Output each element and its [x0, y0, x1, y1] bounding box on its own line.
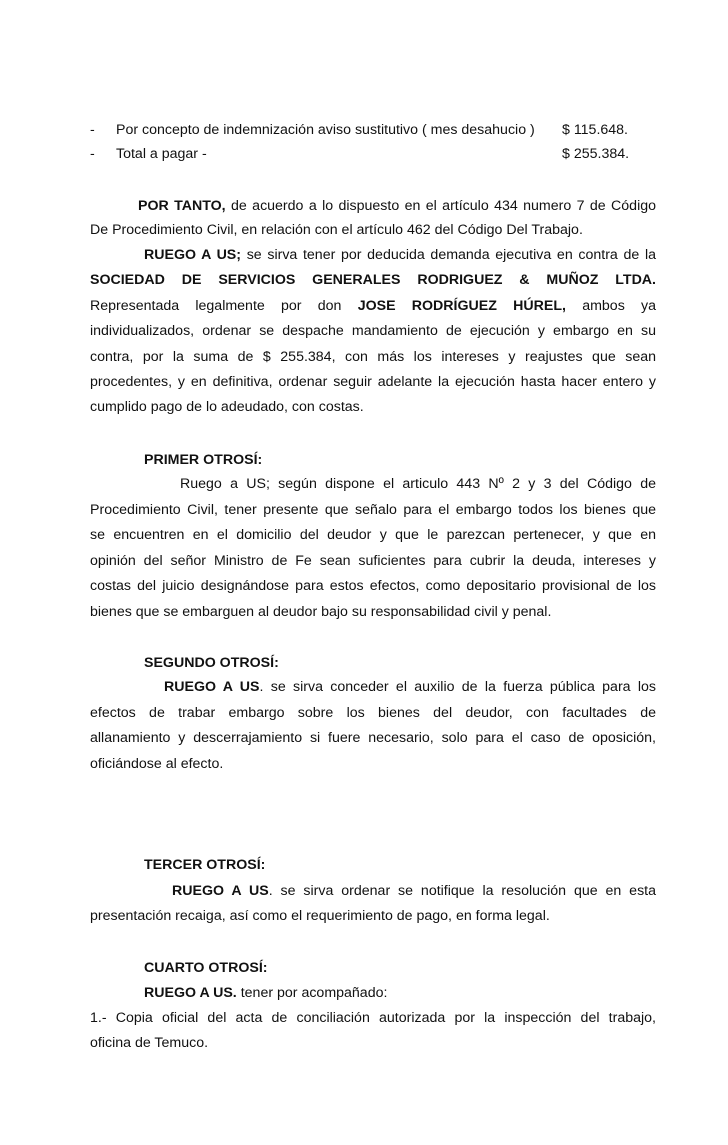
section-heading: TERCER OTROSÍ: — [144, 857, 266, 873]
line-text: . se sirva conceder el auxilio de la fuerza pública para los — [259, 679, 656, 695]
paragraph-line: De Procedimiento Civil, en relación con el artículo 462 del Código Del Trabajo. — [90, 222, 583, 238]
paragraph-line — [138, 197, 656, 215]
paragraph-line: opinión del señor Ministro de Fe sean suficientes para cubrir la deuda, intereses y — [90, 553, 656, 569]
paragraph-line — [144, 984, 710, 1002]
bold-lead: RUEGO A US — [172, 883, 269, 899]
paragraph-line: oficina de Temuco. — [90, 1035, 209, 1051]
paragraph-line: costas del juicio designándose para estos efectos, como depositario provisional de los — [90, 578, 656, 594]
paragraph-line: bienes que se embarguen al deudor bajo su responsabilidad civil y penal. — [90, 604, 552, 620]
paragraph-line: presentación recaiga, así como el requerimiento de pago, en forma legal. — [90, 908, 550, 924]
paragraph-line: Ruego a US; según dispone el articulo 443 Nº 2 y 3 del Código de — [180, 476, 656, 492]
paragraph-line — [172, 882, 656, 900]
paragraph-line — [144, 246, 656, 264]
list-dash: - — [90, 146, 95, 162]
list-item-text: Por concepto de indemnización aviso sustitutivo ( mes desahucio ) — [116, 122, 535, 138]
paragraph-line: se encuentren en el domicilio del deudor y que le parezcan pertenecer, y que en — [90, 527, 656, 543]
line-text: se sirva tener por deducida demanda ejecutiva en contra de la — [246, 247, 656, 263]
paragraph-line: cumplido pago de lo adeudado, con costas. — [90, 399, 364, 415]
paragraph-line: oficiándose al efecto. — [90, 756, 224, 772]
defendant-name: JOSE RODRÍGUEZ HÚREL, — [357, 298, 566, 314]
list-item-text: Total a pagar - — [116, 146, 207, 162]
bold-lead: RUEGO A US; — [144, 247, 241, 263]
bold-lead: RUEGO A US. — [144, 985, 237, 1001]
paragraph-line: allanamiento y descerrajamiento si fuere necesario, solo para el caso de oposición, — [90, 730, 656, 746]
list-dash: - — [90, 122, 95, 138]
list-item-amount: $ 115.648. — [562, 122, 629, 138]
section-heading: CUARTO OTROSÍ: — [144, 960, 268, 976]
company-name: SOCIEDAD DE SERVICIOS GENERALES RODRIGUEZ & MUÑOZ LTDA. — [90, 272, 656, 288]
paragraph-line: efectos de trabar embargo sobre los bienes del deudor, con facultades de — [90, 705, 656, 721]
paragraph-line — [164, 678, 656, 696]
line-text: . se sirva ordenar se notifique la resolución que en esta — [268, 883, 656, 899]
paragraph-line: Representada legalmente por don JOSE RODRÍGUEZ HÚREL, ambos ya — [90, 298, 657, 314]
paragraph-line: contra, por la suma de $ 255.384, con más los intereses y reajustes que sean — [90, 349, 656, 365]
paragraph-line: Procedimiento Civil, tener presente que señalo para el embargo todos los bienes que — [90, 502, 656, 518]
bold-lead: RUEGO A US — [164, 679, 260, 695]
paragraph-line: individualizados, ordenar se despache mandamiento de ejecución y embargo en su — [90, 323, 656, 339]
section-heading: PRIMER OTROSÍ: — [144, 452, 263, 468]
list-item-amount: $ 255.384. — [562, 146, 630, 162]
section-heading: SEGUNDO OTROSÍ: — [144, 655, 279, 671]
paragraph-line: procedentes, y en definitiva, ordenar seguir adelante la ejecución hasta hacer entero y — [90, 374, 656, 390]
line-text: de acuerdo a lo dispuesto en el artículo 434 numero 7 de Código — [231, 198, 656, 214]
line-text: tener por acompañado: — [240, 985, 388, 1001]
bold-lead: POR TANTO, — [138, 198, 226, 214]
paragraph-line: 1.- Copia oficial del acta de conciliación autorizada por la inspección del trabajo, — [90, 1010, 656, 1026]
